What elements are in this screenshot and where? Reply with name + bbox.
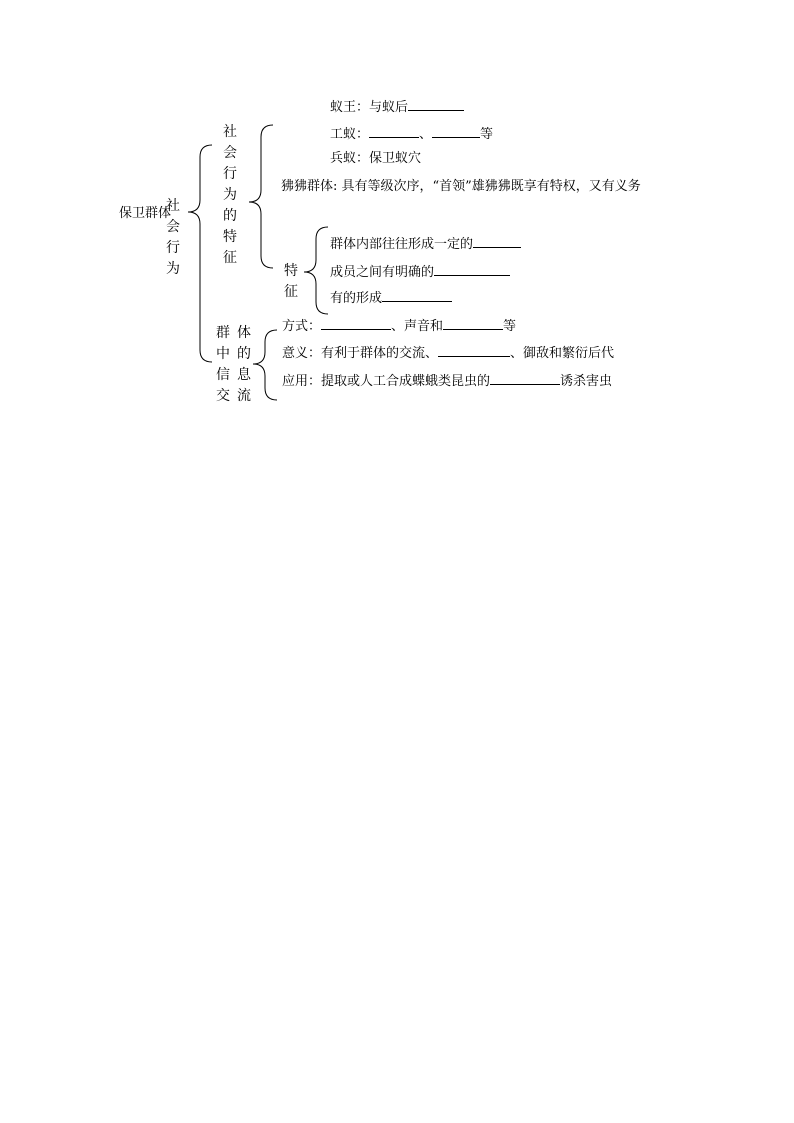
blank-application[interactable] [490,371,560,385]
blank-feature-3[interactable] [382,288,452,302]
ant-queen-line [330,97,464,116]
method-tail: 等 [503,319,517,334]
meaning-tail: 、御敌和繁衍后代 [510,346,615,361]
social-behavior-features-label: 社 会 行 为 的 特 征 [223,124,237,266]
features-label: 特 征 [284,263,298,300]
brace-communication [253,330,277,400]
communication-meaning-line [282,343,614,362]
baboon-line: 狒狒群体: 具有等级次序，“首领”雄狒狒既享有特权，又有义务 [281,179,641,194]
application-tail: 诱杀害虫 [560,374,613,389]
blank-worker-2[interactable] [432,124,480,138]
meaning-prefix: 意义：有利于群体的交流、 [282,346,439,361]
ant-worker-tail: 等 [480,127,494,142]
application-prefix: 应用：提取或人工合成蝶蛾类昆虫的 [282,374,491,389]
social-behavior-label: 社 会 行 为 [166,198,180,277]
blank-method-2[interactable] [443,316,503,330]
ant-worker-text: 工蚁： [330,127,370,142]
ant-worker-sep: 、 [419,127,433,142]
brace-social-behavior [188,145,212,362]
communication-method-line [282,316,516,335]
feature-item-1-text: 群体内部往往形成一定的 [330,237,474,252]
feature-item-2 [330,262,510,281]
blank-queen[interactable] [408,97,464,111]
brace-features [304,227,328,314]
method-mid: 、声音和 [391,319,444,334]
root-title: 保卫群体 [119,206,172,221]
communication-label-col1: 群 中 信 交 [216,325,230,404]
feature-item-1 [330,234,521,253]
communication-application-line [282,371,612,390]
blank-feature-1[interactable] [473,234,521,248]
ant-soldier-line: 兵蚁：保卫蚁穴 [330,151,422,166]
ant-queen-text: 蚁王：与蚁后 [330,100,409,115]
blank-method-1[interactable] [321,316,391,330]
ant-worker-line [330,124,493,143]
feature-item-2-text: 成员之间有明确的 [330,265,435,280]
feature-item-3-text: 有的形成 [330,291,383,306]
feature-item-3 [330,288,452,307]
brace-features-of-behavior [249,125,273,268]
blank-feature-2[interactable] [434,262,510,276]
blank-meaning[interactable] [438,343,510,357]
communication-label-col2: 体 的 息 流 [237,325,251,404]
method-prefix: 方式： [282,319,322,334]
blank-worker-1[interactable] [369,124,419,138]
